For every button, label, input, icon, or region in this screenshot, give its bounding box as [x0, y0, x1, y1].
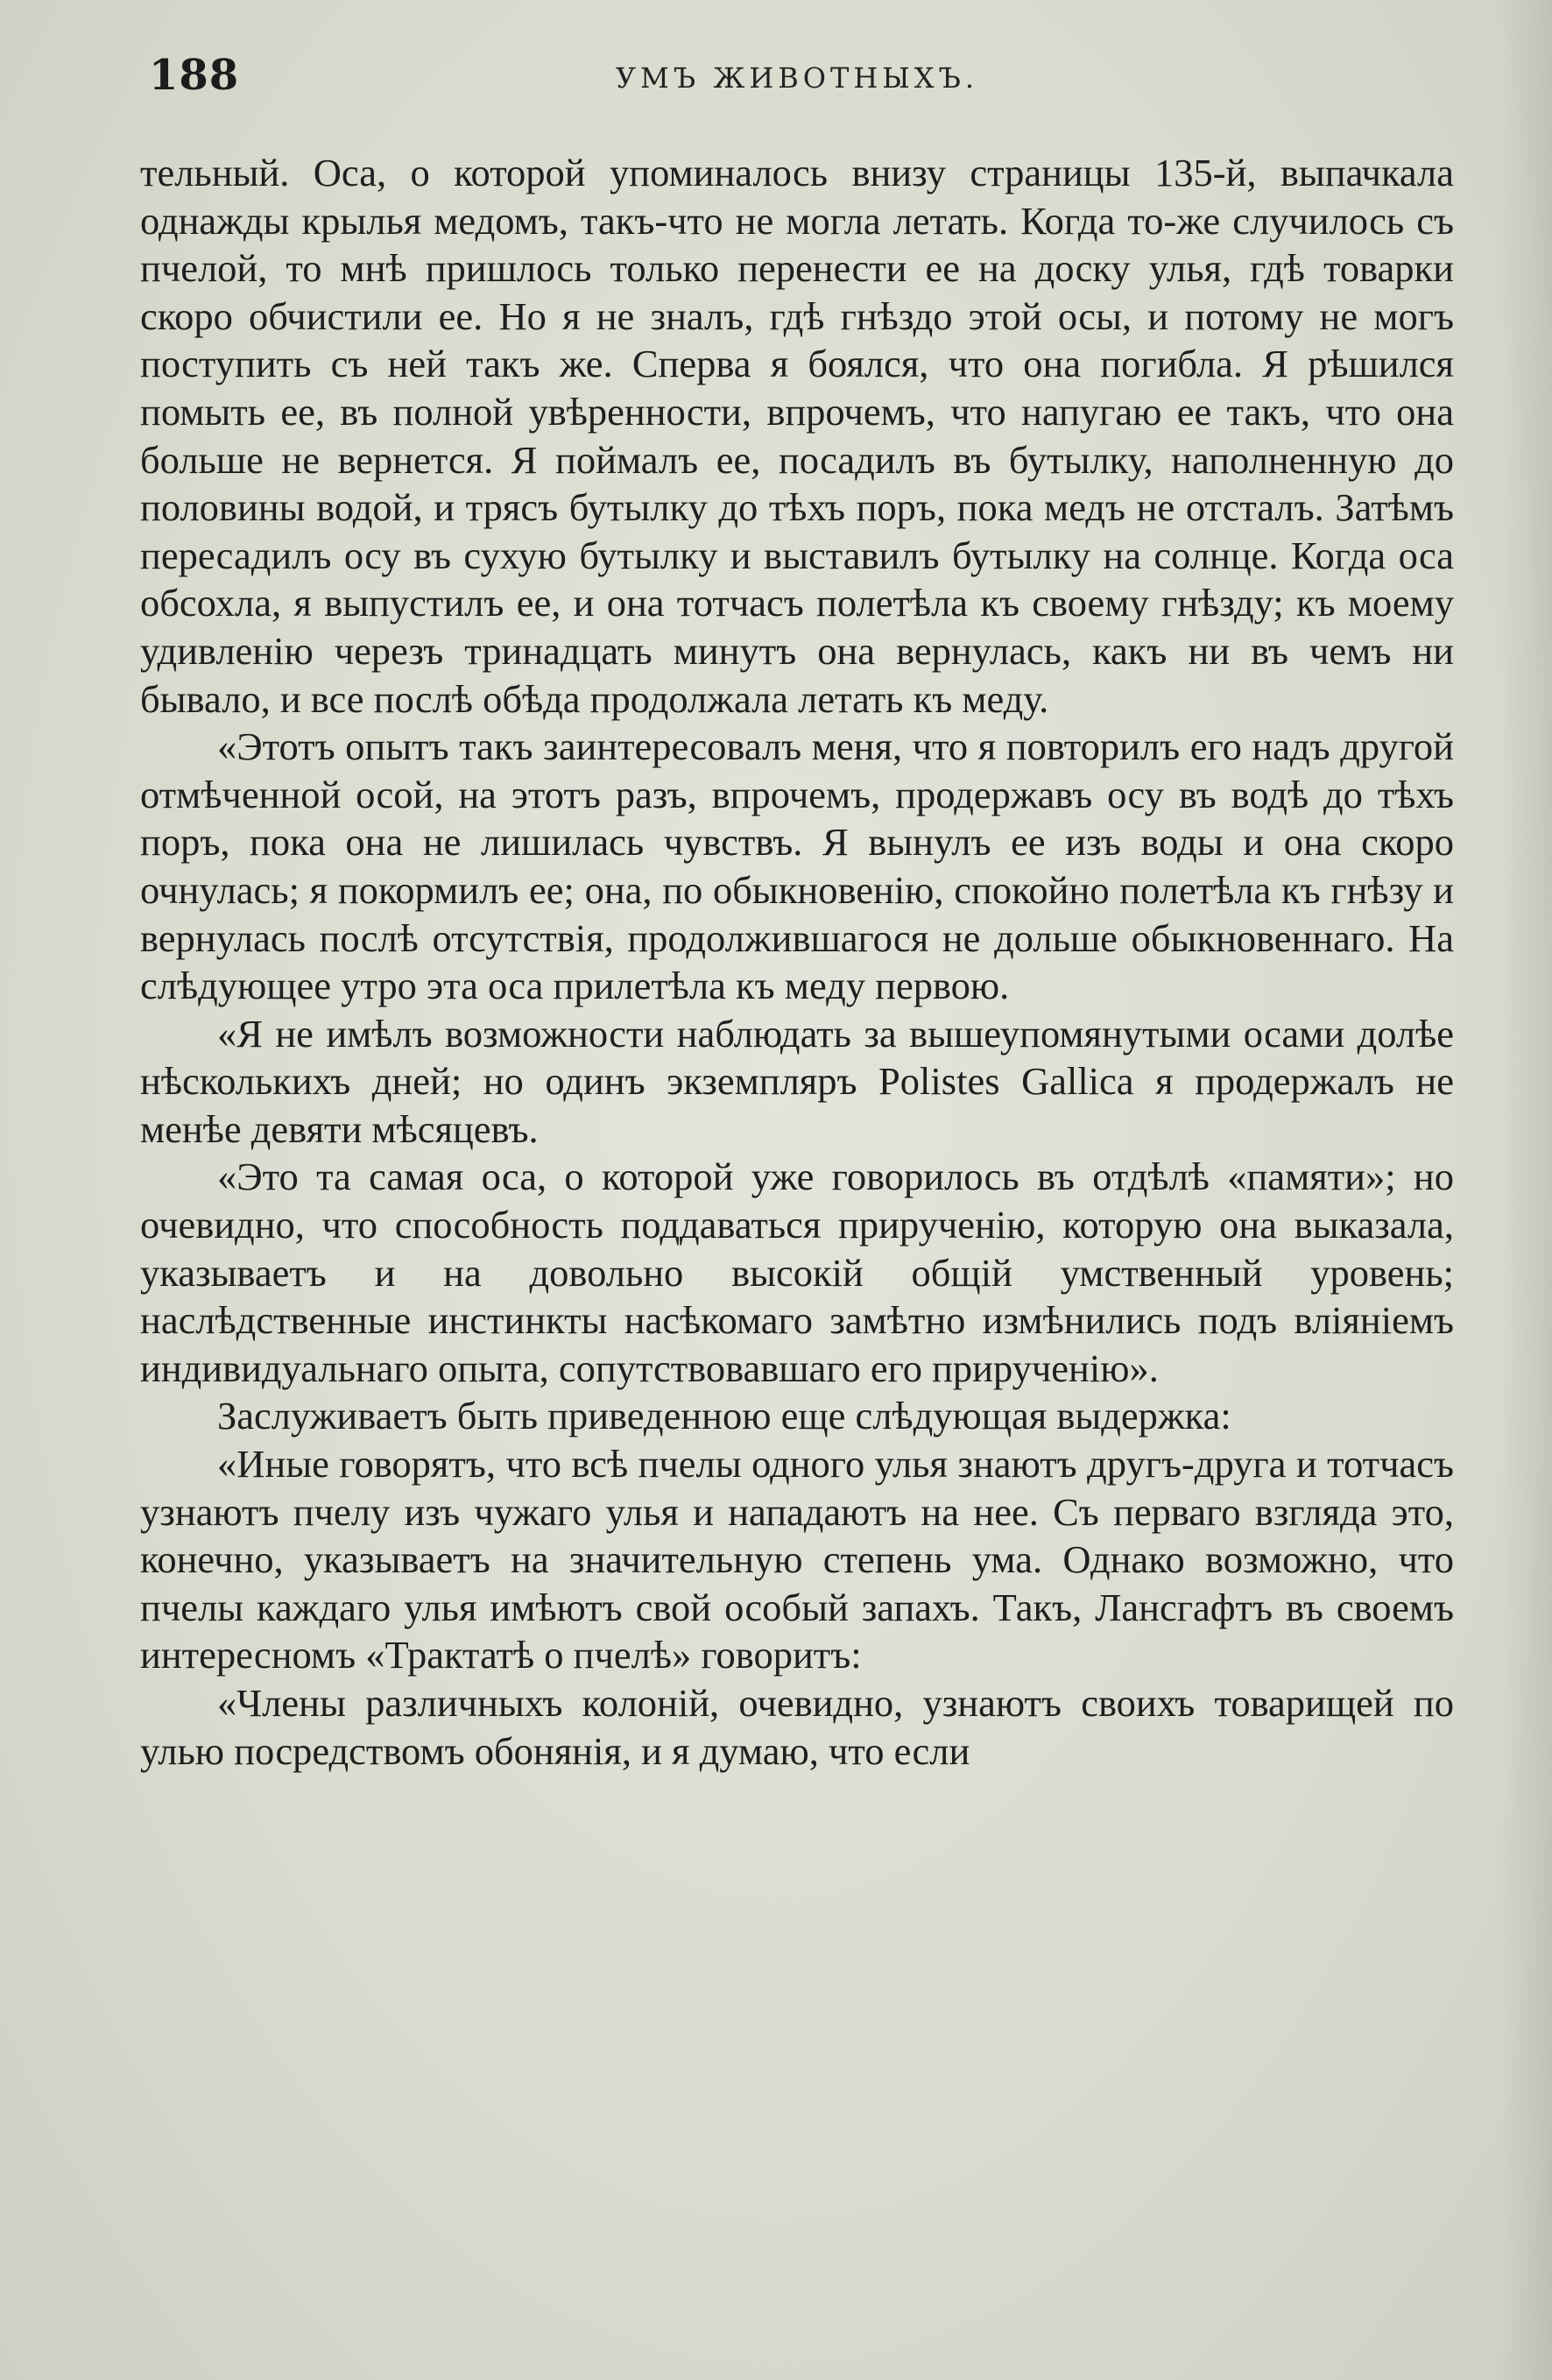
page-header	[149, 51, 1445, 103]
paragraph: «Этотъ опытъ такъ заинтересовалъ меня, что я повторилъ его надъ другой отмѣченной осой, на этотъ разъ, впрочемъ, продержавъ осу въ водѣ до тѣхъ поръ, пока она не лишилась чувствъ. Я вынулъ ее изъ воды и она скоро очнулась; я покормилъ ее; она, по обыкновенію, спокойно полетѣла къ гнѣзу и вернулась послѣ отсутствія, продолжившагося не дольше обыкновеннаго. На слѣдующее утро эта оса прилетѣла къ меду первою.	[140, 724, 1454, 1008]
page-edge-shadow	[1499, 0, 1552, 2380]
paragraph: «Иные говорятъ, что всѣ пчелы одного улья знаютъ другъ-друга и тотчасъ узнаютъ пчелу изъ чужаго улья и нападаютъ на нее. Съ перваго взгляда это, конечно, указываетъ на значительную степень ума. Однако возможно, что пчелы каждаго улья имѣютъ свой особый запахъ. Такъ, Лансгафтъ въ своемъ интересномъ «Трактатѣ о пчелѣ» говоритъ:	[140, 1442, 1454, 1677]
page-number: 188	[149, 51, 240, 100]
paragraph: «Я не имѣлъ возможности наблюдать за вышеупомянутыми осами долѣе нѣсколькихъ дней; но одинъ экземпляръ Polistes Gallica я продержалъ не менѣе девяти мѣсяцевъ.	[140, 1011, 1454, 1151]
paragraph: «Это та самая оса, о которой уже говорилось въ отдѣлѣ «памяти»; но очевидно, что способность поддаваться прирученію, которую она выказала, указываетъ и на довольно высокій общій умственный уровень; наслѣдственные инстинкты насѣкомаго замѣтно измѣнились подъ вліяніемъ индивидуальнаго опыта, сопутствовавшаго его прирученію».	[140, 1155, 1454, 1390]
paragraph: «Члены различныхъ колоній, очевидно, узнаютъ своихъ товарищей по улью посредствомъ обонянія, и я думаю, что если	[140, 1681, 1454, 1773]
paragraph: тельный. Оса, о которой упоминалось внизу страницы 135-й, выпачкала однажды крылья медомъ, такъ-что не могла летать. Когда то-же случилось съ пчелой, то мнѣ пришлось только перенести ее на доску улья, гдѣ товарки скоро обчистили ее. Но я не зналъ, гдѣ гнѣздо этой осы, и потому не могъ поступить съ ней такъ же. Сперва я боялся, что она погибла. Я рѣшился помыть ее, въ полной увѣренности, впрочемъ, что напугаю ее такъ, что она больше не вернется. Я поймалъ ее, посадилъ въ бутылку, наполненную до половины водой, и трясъ бутылку до тѣхъ поръ, пока медъ не отсталъ. Затѣмъ пересадилъ осу въ сухую бутылку и выставилъ бутылку на солнце. Когда оса обсохла, я выпустилъ ее, и она тотчасъ полетѣла къ своему гнѣзду; къ моему удивленію черезъ тринадцать минутъ она вернулась, какъ ни въ чемъ ни бывало, и все послѣ обѣда продолжала летать къ меду.	[140, 151, 1454, 721]
running-head: УМЪ ЖИВОТНЫХЪ.	[615, 61, 979, 95]
paragraph: Заслуживаетъ быть приведенною еще слѣдующая выдержка:	[217, 1394, 1231, 1438]
body-text	[140, 149, 1454, 1775]
